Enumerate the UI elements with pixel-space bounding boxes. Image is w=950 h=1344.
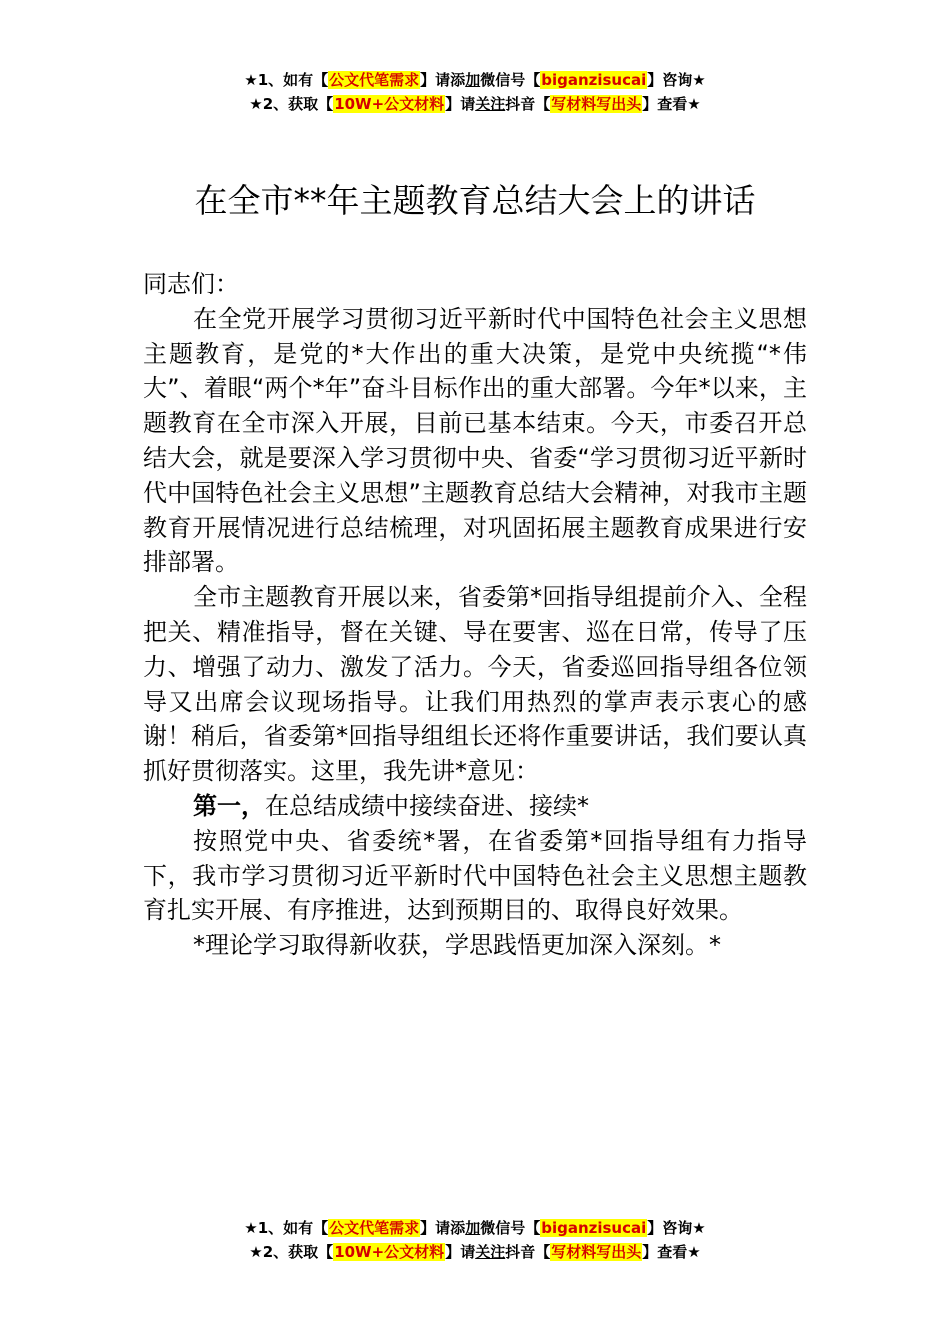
banner-highlight: 10W+公文材料 [334,95,445,113]
salutation: 同志们： [143,270,239,298]
banner-text: 】请 [445,1243,476,1261]
banner-text: ★1、如有【 [244,71,329,89]
banner-underlined-text: 关注 [475,1243,506,1261]
banner-line-1 [0,1216,950,1240]
banner-highlight: 10W+公文材料 [334,1243,445,1261]
banner-text: 】查看★ [642,1243,701,1261]
document-body [143,267,807,963]
banner-highlight: 写材料写出头 [551,1243,642,1261]
banner-text: 抖音【 [505,95,551,113]
paragraph-4: *理论学习取得新收获，学思践悟更加深入深刻。* [193,931,721,960]
section-label: 第一， [193,791,265,820]
banner-highlight: 公文代笔需求 [329,1219,420,1237]
banner-line-2 [0,1240,950,1264]
banner-text: 】咨询★ [647,1219,706,1237]
banner-line-1 [0,68,950,92]
banner-text: 】请添 [420,1219,466,1237]
banner-text: 微信号【 [480,71,541,89]
banner-text: 】请添 [420,71,466,89]
banner-highlight: biganzisucai [541,1219,647,1237]
paragraph-3: 按照党中央、省委统*署，在省委第*回指导组有力指导下，我市学习贯彻习近平新时代中国特色社会主义思想主题教育扎实开展、有序推进，达到预期目的、取得良好效果。 [143,826,807,925]
banner-underlined-text: 加 [465,71,481,89]
document-title: 在全市**年主题教育总结大会上的讲话 [194,181,756,220]
banner-text: 】查看★ [642,95,701,113]
banner-text: 微信号【 [480,1219,541,1237]
paragraph-2: 全市主题教育开展以来，省委第*回指导组提前介入、全程把关、精准指导，督在关键、导在要害、巡在日常，传导了压力、增强了动力、激发了活力。今天，省委巡回指导组各位领导又出席会议现场指导。让我们用热烈的掌声表示衷心的感谢！稍后，省委第*回指导组组长还将作重要讲话，我们要认真抓好贯彻落实。这里，我先讲*意见： [143,583,807,786]
banner-highlight: 写材料写出头 [551,95,642,113]
banner-underlined-text: 加 [465,1219,481,1237]
banner-highlight: 公文代笔需求 [329,71,420,89]
footer-banner [0,1216,950,1264]
paragraph-1: 在全党开展学习贯彻习近平新时代中国特色社会主义思想主题教育，是党的*大作出的重大决策，是党中央统揽“*伟大”、着眼“两个*年”奋斗目标作出的重大部署。今年*以来，主题教育在全市深入开展，目前已基本结束。今天，市委召开总结大会，就是要深入学习贯彻中央、省委“学习贯彻习近平新时代中国特色社会主义思想”主题教育总结大会精神，对我市主题教育开展情况进行总结梳理，对巩固拓展主题教育成果进行安排部署。 [143,304,807,577]
banner-text: ★2、获取【 [249,1243,334,1261]
header-banner [0,68,950,116]
banner-text: 】请 [445,95,476,113]
section-heading-text: 在总结成绩中接续奋进、接续* [265,791,589,820]
banner-underlined-text: 关注 [475,95,506,113]
banner-text: 】咨询★ [647,71,706,89]
banner-text: ★1、如有【 [244,1219,329,1237]
banner-line-2 [0,92,950,116]
banner-highlight: biganzisucai [541,71,647,89]
section-heading-1 [143,789,807,824]
banner-text: 抖音【 [505,1243,551,1261]
banner-text: ★2、获取【 [249,95,334,113]
